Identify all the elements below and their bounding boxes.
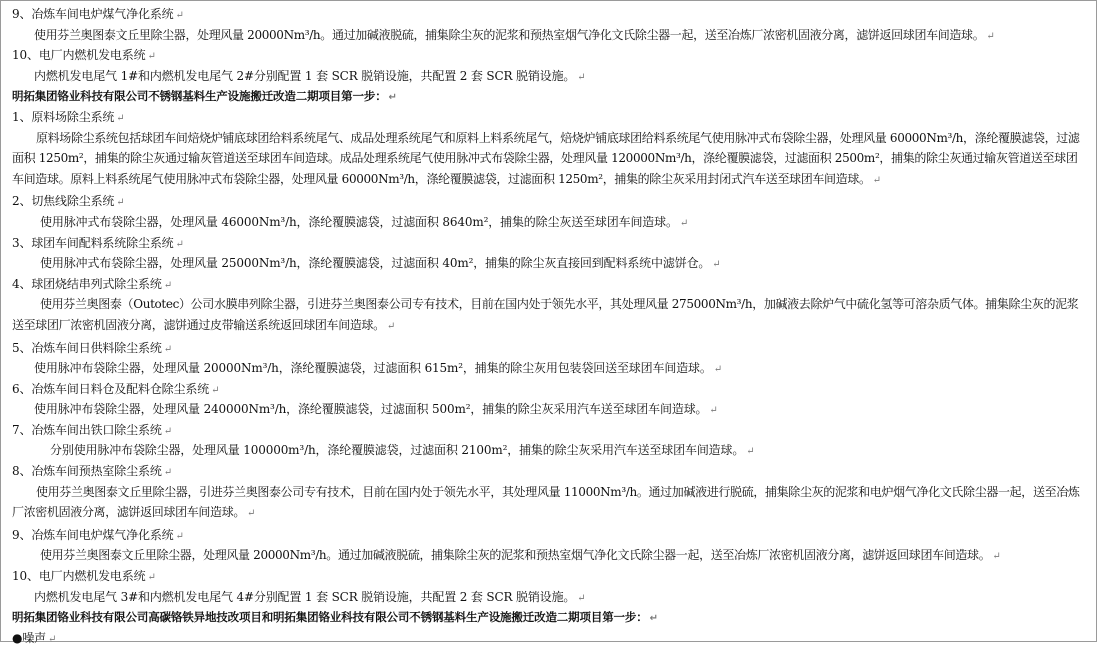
paragraph-4-sintering: 使用芬兰奥图泰（Outotec）公司水膜串列除尘器，引进芬兰奥图泰公司专有技术，目前在国内处于领先水平，其处理风量 275000Nm³/h，加碱液去除炉气中硫化氢等可溶杂质气体。捕集除尘灰的泥浆送至球团厂浓密机固液分离，滤饼通过皮带输送系统返回球团车间造球。 ↵	[12, 297, 1079, 332]
paragraph-9-gas-cleaning: 使用芬兰奥图泰文丘里除尘器，处理风量 20000Nm³/h。通过加碱液脱硫，捕集除尘灰的泥浆和预热室烟气净化文氏除尘器一起，送至冶炼厂浓密机固液分离，滤饼返回球团车间造球。 ↵	[34, 27, 995, 42]
paragraph-mark-icon: ↵	[388, 92, 397, 104]
paragraph-mark-icon: ↵	[992, 551, 1001, 563]
heading-9-gas-cleaning: 9、冶炼车间电炉煤气净化系统 ↵	[12, 7, 184, 21]
paragraph-mark-icon: ↵	[649, 613, 658, 625]
paragraph-mark-icon: ↵	[116, 197, 125, 209]
paragraph-mark-icon: ↵	[116, 112, 125, 124]
section-title-combined: 明拓集团铬业科技有限公司高碳铬铁异地技改项目和明拓集团铬业科技有限公司不锈钢基料生产设施搬迁改造二期项目第一步： ↵	[12, 610, 658, 625]
heading-3-batching: 3、球团车间配料系统除尘系统 ↵	[12, 235, 184, 250]
heading-6-silo: 6、冶炼车间日料仓及配料仓除尘系统 ↵	[12, 381, 220, 396]
paragraph-mark-icon: ↵	[712, 259, 721, 271]
paragraph-5-daily-feed: 使用脉冲布袋除尘器，处理风量 20000Nm³/h，涤纶覆膜滤袋，过滤面积 615m²，捕集的除尘灰用包装袋回送至球团车间造球。 ↵	[34, 361, 722, 376]
heading-7-tapping: 7、冶炼车间出铁口除尘系统 ↵	[12, 422, 172, 437]
paragraph-mark-icon: ↵	[986, 30, 995, 42]
paragraph-mark-icon: ↵	[577, 592, 586, 604]
heading-5-daily-feed: 5、冶炼车间日供料除尘系统 ↵	[12, 340, 172, 355]
paragraph-mark-icon: ↵	[175, 530, 184, 542]
paragraph-mark-icon: ↵	[211, 384, 220, 396]
paragraph-mark-icon: ↵	[872, 174, 881, 186]
paragraph-8-preheat: 使用芬兰奥图泰文丘里除尘器，引进芬兰奥图泰公司专有技术，目前在国内处于领先水平，其处理风量 11000Nm³/h。通过加碱液进行脱硫，捕集除尘灰的泥浆和电炉烟气净化文氏除尘器一起，送至冶炼厂浓密机固液分离，滤饼返回球团车间造球。 ↵	[12, 484, 1080, 520]
paragraph-mark-icon: ↵	[746, 446, 755, 458]
paragraph-mark-icon: ↵	[247, 508, 256, 520]
paragraph-10-power-repeat: 内燃机发电尾气 3#和内燃机发电尾气 4#分别配置 1 套 SCR 脱销设施，共配置 2 套 SCR 脱销设施。 ↵	[34, 589, 586, 604]
paragraph-10-power: 内燃机发电尾气 1#和内燃机发电尾气 2#分别配置 1 套 SCR 脱销设施，共配置 2 套 SCR 脱销设施。 ↵	[34, 68, 586, 83]
paragraph-mark-icon: ↵	[163, 425, 172, 437]
paragraph-mark-icon: ↵	[175, 10, 184, 21]
paragraph-2-coke-cutting: 使用脉冲式布袋除尘器，处理风量 46000Nm³/h，涤纶覆膜滤袋，过滤面积 8640m²，捕集的除尘灰送至球团车间造球。 ↵	[40, 214, 689, 229]
paragraph-mark-icon: ↵	[163, 467, 172, 479]
section-title-phase2: 明拓集团铬业科技有限公司不锈钢基料生产设施搬迁改造二期项目第一步： ↵	[12, 89, 397, 104]
heading-2-coke-cutting: 2、切焦线除尘系统 ↵	[12, 194, 125, 209]
paragraph-6-silo: 使用脉冲布袋除尘器，处理风量 240000Nm³/h，涤纶覆膜滤袋，过滤面积 500m²，捕集的除尘灰采用汽车送至球团车间造球。 ↵	[34, 402, 718, 417]
paragraph-mark-icon: ↵	[709, 405, 718, 417]
paragraph-mark-icon: ↵	[48, 633, 57, 645]
heading-10-power: 10、电厂内燃机发电系统 ↵	[12, 48, 156, 63]
paragraph-mark-icon: ↵	[713, 364, 722, 376]
paragraph-mark-icon: ↵	[175, 238, 184, 250]
paragraph-mark-icon: ↵	[386, 320, 395, 332]
paragraph-mark-icon: ↵	[577, 71, 586, 83]
paragraph-mark-icon: ↵	[147, 51, 156, 63]
paragraph-3-batching: 使用脉冲式布袋除尘器，处理风量 25000Nm³/h，涤纶覆膜滤袋，过滤面积 40m²，捕集的除尘灰直接回到配料系统中滤饼仓。 ↵	[40, 256, 721, 271]
heading-1-raw-material: 1、原料场除尘系统 ↵	[12, 109, 125, 124]
heading-9-gas-cleaning-repeat: 9、冶炼车间电炉煤气净化系统 ↵	[12, 527, 184, 542]
paragraph-1-raw-material: 原料场除尘系统包括球团车间焙烧炉铺底球团给料系统尾气、成品处理系统尾气和原料上料系统尾气，焙烧炉铺底球团给料系统尾气使用脉冲式布袋除尘器，处理风量 60000Nm³/h，涤纶覆膜滤袋，过滤面积 1250m²，捕集的除尘灰通过输灰管道送至球团车间造球。成品处理系统尾气使用脉冲式布袋除尘器，处理风量 120000Nm³/h，涤纶覆膜滤袋，过滤面积 2500m²，捕集的除尘灰通过输灰管道送至球团车间造球。原料上料系统尾气使用脉冲式布袋除尘器，处理风量 60000Nm³/h，涤纶覆膜滤袋，过滤面积 1250m²，捕集的除尘灰采用封闭式汽车送至球团车间造球。 ↵	[12, 130, 1080, 186]
heading-noise: ●噪声 ↵	[12, 630, 57, 645]
heading-8-preheat: 8、冶炼车间预热室除尘系统 ↵	[12, 464, 172, 479]
heading-4-sintering: 4、球团烧结串列式除尘系统 ↵	[12, 276, 172, 291]
paragraph-mark-icon: ↵	[147, 572, 156, 584]
heading-10-power-repeat: 10、电厂内燃机发电系统 ↵	[12, 569, 156, 584]
paragraph-mark-icon: ↵	[679, 217, 689, 229]
paragraph-7-tapping: 分别使用脉冲布袋除尘器，处理风量 100000m³/h，涤纶覆膜滤袋，过滤面积 2100m²，捕集的除尘灰采用汽车送至球团车间造球。 ↵	[50, 443, 755, 458]
paragraph-mark-icon: ↵	[163, 343, 172, 355]
paragraph-9-gas-cleaning-repeat: 使用芬兰奥图泰文丘里除尘器，处理风量 20000Nm³/h。通过加碱液脱硫，捕集除尘灰的泥浆和预热室烟气净化文氏除尘器一起，送至冶炼厂浓密机固液分离，滤饼返回球团车间造球。 ↵	[40, 548, 1001, 563]
paragraph-mark-icon: ↵	[163, 279, 172, 291]
